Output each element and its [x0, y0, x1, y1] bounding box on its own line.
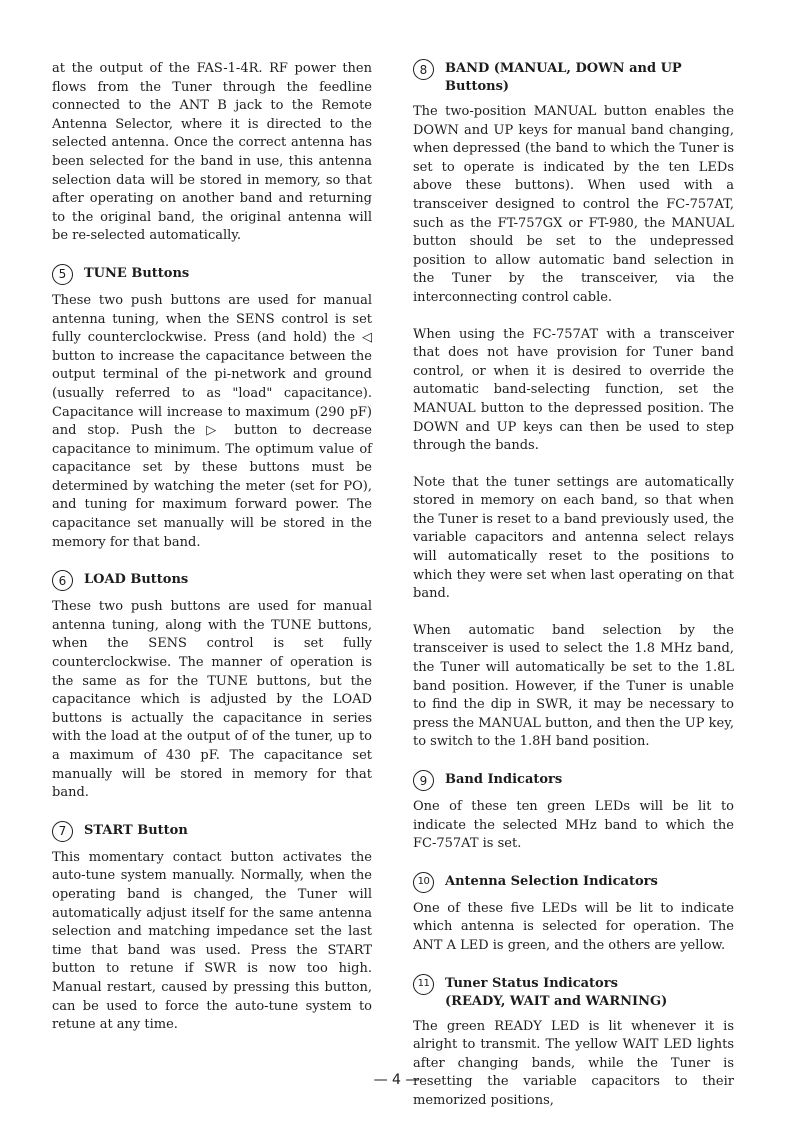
section-title: START Button: [84, 822, 188, 838]
section-title: Tuner Status Indicators: [445, 975, 618, 991]
band-paragraph-3: Note that the tuner settings are automatically stored in memory on each band, so that when the Tuner is reset to a band previously used, the variable capacitors and antenna select relays will automatically reset to the positions to which they were set when last operating on that band.: [413, 474, 734, 602]
section-number-badge: 5: [52, 264, 73, 285]
section-number-badge: 11: [413, 974, 434, 995]
section-body: One of these five LEDs will be lit to indicate which antenna is selected for operation. The ANT A LED is green, and the others are yellow.: [413, 900, 734, 953]
section-heading: [413, 771, 734, 791]
section-heading: [413, 873, 734, 893]
band-paragraph-4: When automatic band selection by the transceiver is used to select the 1.8 MHz band, the Tuner will automatically be set to the 1.8L band position. However, if the Tuner is unable to find the dip in SWR, it may be necessary to press the MANUAL button, and then the UP key, to switch to the 1.8H band position.: [413, 622, 734, 750]
section-antenna-indicators: [413, 873, 734, 956]
section-title: Antenna Selection Indicators: [445, 873, 658, 889]
section-load-buttons: [52, 571, 372, 803]
section-status-indicators: [413, 975, 734, 1111]
section-heading: [52, 822, 372, 842]
section-number-badge: 6: [52, 570, 73, 591]
section-title-block: [445, 975, 667, 1011]
section-tune-buttons: [52, 265, 372, 552]
section-title: TUNE Buttons: [84, 265, 190, 281]
page-number: — 4 —: [373, 1072, 420, 1088]
section-heading: [52, 571, 372, 591]
section-heading: [413, 975, 734, 1011]
section-number-badge: 7: [52, 821, 73, 842]
section-number-badge: 9: [413, 770, 434, 791]
section-heading: [413, 60, 734, 96]
section-number-badge: 8: [413, 59, 434, 80]
section-band-buttons: [413, 60, 734, 752]
section-heading: [52, 265, 372, 285]
intro-paragraph: at the output of the FAS-1-4R. RF power then flows from the Tuner through the feedline connected to the ANT B jack to the Remote Antenna Selector, where it is directed to the selected antenna. Once the correct antenna has been selected for the band in use, this antenna selection data will be stored in memory, so that after operating on another band and returning to the original band, the original antenna will be re-selected automatically.: [52, 61, 372, 244]
section-title: BAND (MANUAL, DOWN and UP Buttons): [445, 61, 682, 94]
section-body: This momentary contact button activates the auto-tune system manually. Normally, when the operating band is changed, the Tuner will automatically adjust itself for the same antenna selection and matching impedance set the last time that band was used. Press the START button to retune if SWR is now too high. Manual restart, caused by pressing this button, can be used to force the auto-tune system to retune at any time.: [52, 849, 372, 1033]
band-paragraph-1: The two-position MANUAL button enables the DOWN and UP keys for manual band changing, when depressed (the band to which the Tuner is set to operate is indicated by the ten LEDs above these buttons). When used with a transceiver designed to control the FC-757AT, such as the FT-757GX or FT-980, the MANUAL button should be set to the undepressed position to allow automatic band selection in the Tuner by the transceiver, via the interconnecting control cable.: [413, 104, 734, 305]
section-subtitle: (READY, WAIT and WARNING): [445, 993, 668, 1009]
section-title: Band Indicators: [445, 772, 563, 787]
section-start-button: [52, 822, 372, 1035]
section-title: LOAD Buttons: [84, 572, 189, 588]
left-column: [52, 60, 372, 1035]
right-column: [413, 60, 734, 1111]
section-band-indicators: [413, 771, 734, 854]
section-body: These two push buttons are used for manual antenna tuning, when the SENS control is set fully counterclockwise. Press (and hold) the ◁ button to increase the capacitance between the output terminal of the pi-network and ground (usually referred to as "load" capacitance). Capacitance will increase to maximum (290 pF) and stop. Push the ▷ button to decrease capacitance to minimum. The optimum value of capacitance set by these buttons must be determined by watching the meter (set for PO), and tuning for maximum forward power. The capacitance set manually will be stored in the memory for that band.: [52, 292, 372, 550]
section-number-badge: 10: [413, 872, 434, 893]
section-body: One of these ten green LEDs will be lit to indicate the selected MHz band to which the FC-757AT is set.: [413, 799, 734, 852]
section-body: The green READY LED is lit whenever it is alright to transmit. The yellow WAIT LED lights after changing bands, while the Tuner is resetting the variable capacitors to their memorized positions,: [413, 1018, 734, 1108]
section-body: These two push buttons are used for manual antenna tuning, along with the TUNE buttons, when the SENS control is set fully counterclockwise. The manner of operation is the same as for the TUNE buttons, but the capacitance which is adjusted by the LOAD buttons is actually the capacitance in series with the load at the output of of the tuner, up to a maximum of 430 pF. The capacitance set manually will be stored in memory for that band.: [52, 599, 372, 801]
band-paragraph-2: When using the FC-757AT with a transceiver that does not have provision for Tuner band control, or when it is desired to override the automatic band-selecting function, set the MANUAL button to the depressed position. The DOWN and UP keys can then be used to step through the bands.: [413, 326, 734, 454]
